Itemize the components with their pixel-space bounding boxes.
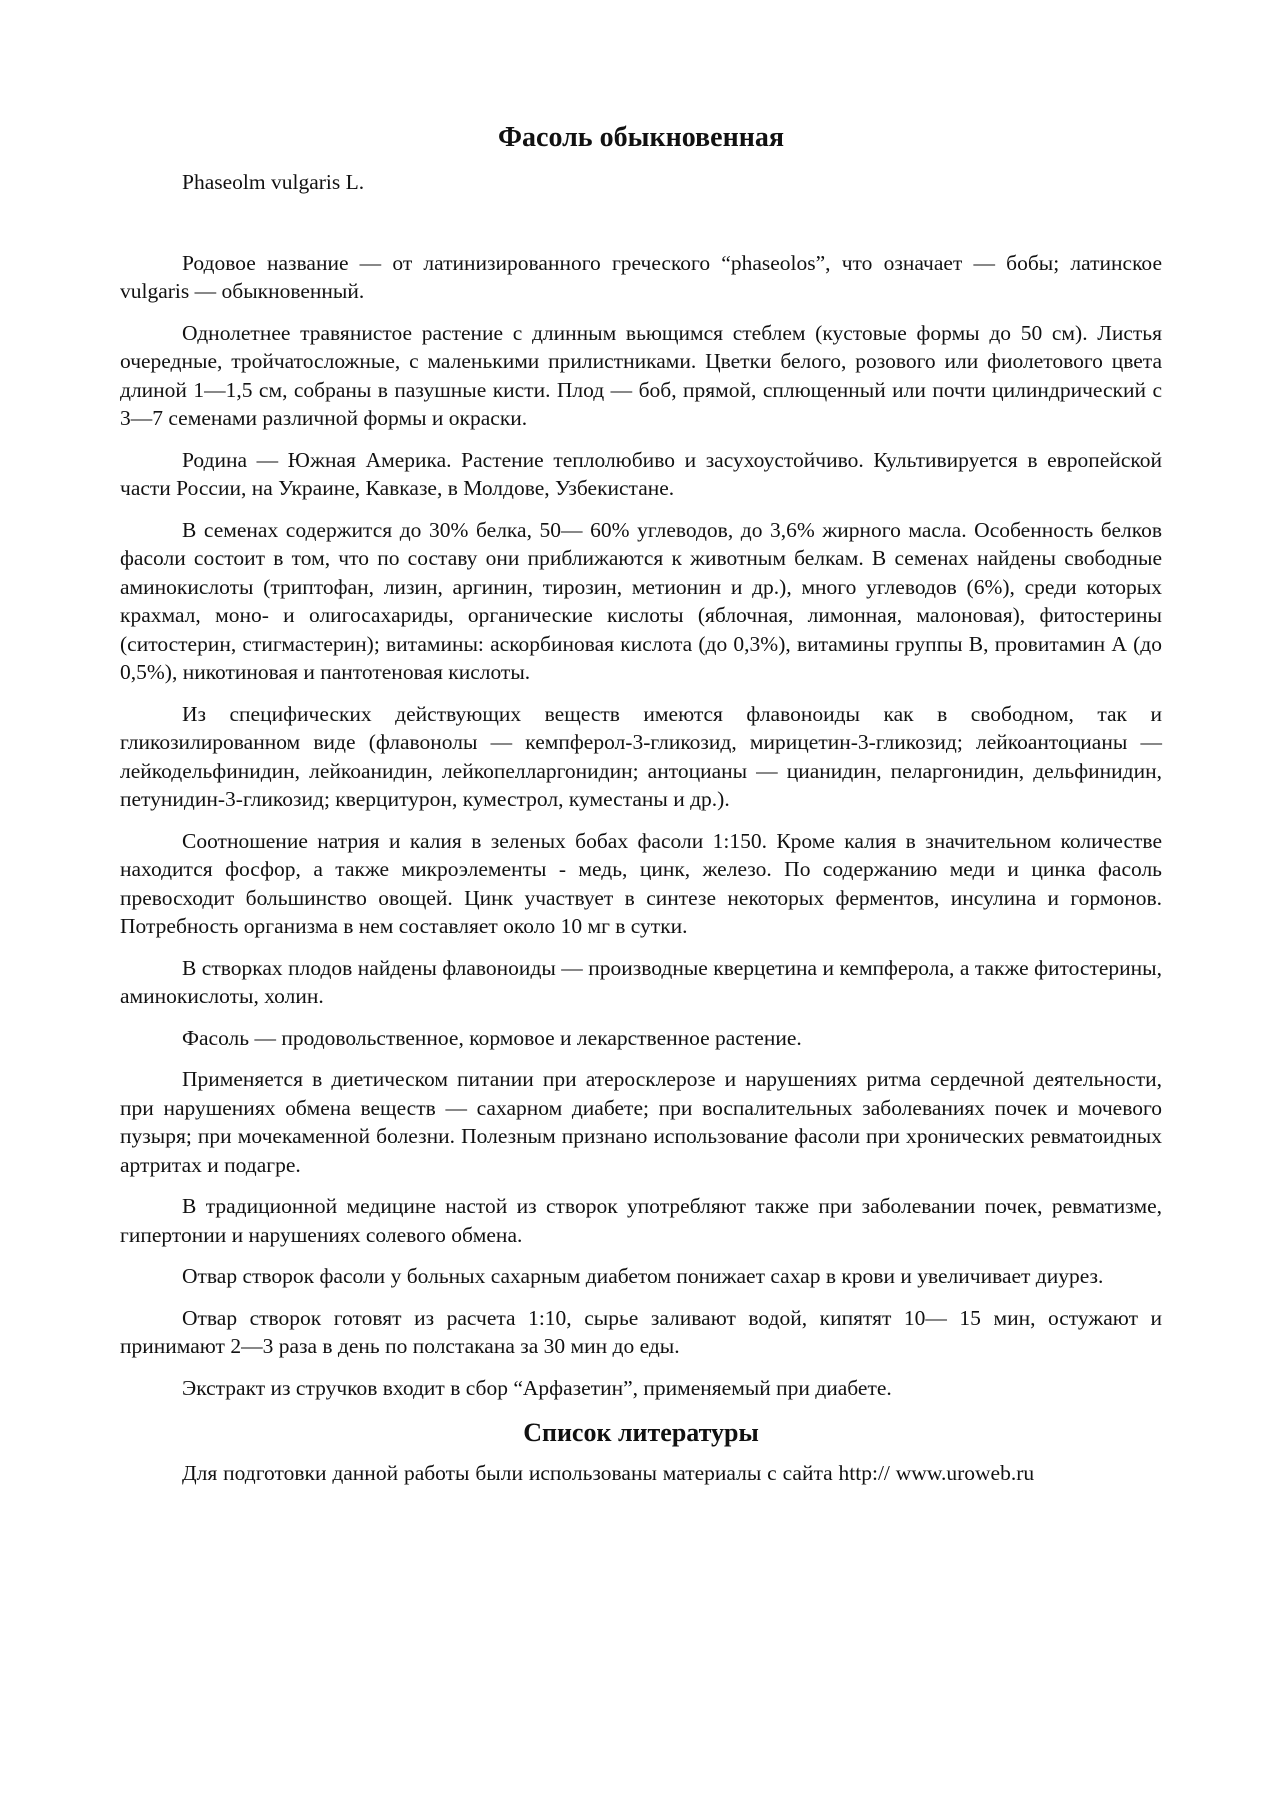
- paragraph-uses: Фасоль — продовольственное, кормовое и лекарственное растение.: [182, 1025, 802, 1050]
- paragraph-homeland: Родина — Южная Америка. Растение теплолюбиво и засухоустойчиво. Культивируется в европейской части России, на Украине, Кавказе, в Молдове, Узбекистане.: [120, 447, 1162, 500]
- paragraph-diabetes: Отвар створок фасоли у больных сахарным диабетом понижает сахар в крови и увеличивает диурез.: [182, 1264, 1104, 1288]
- document-title: Фасоль обыкновенная: [497, 122, 784, 153]
- paragraph-etymology: Родовое название — от латинизированного греческого “phaseolos”, что означает — бобы; латинское vulgaris — обыкновенный.: [120, 250, 1162, 303]
- paragraph-seed-composition: В семенах содержится до 30% белка, 50— 60% углеводов, до 3,6% жирного масла. Особенность белков фасоли состоит в том, что по составу они приближаются к животным белкам. В семенах найдены свободные аминокислоты (триптофан, лизин, аргинин, тирозин, метионин и др.), много углеводов (6%), среди которых крахмал, моно- и олигосахариды, органические кислоты (яблочная, лимонная, малоновая), фитостерины (ситостерин, стигмастерин); витамины: аскорбиновая кислота (до 0,3%), витамины группы В, провитамин А (до 0,5%), никотиновая и пантотеновая кислоты.: [120, 517, 1162, 684]
- paragraph-preparation: Отвар створок готовят из расчета 1:10, сырье заливают водой, кипятят 10— 15 мин, остужают и принимают 2—3 раза в день по полстакана за 30 мин до еды.: [120, 1305, 1162, 1358]
- paragraph-description: Однолетнее травянистое растение с длинным вьющимся стеблем (кустовые формы до 50 см). Листья очередные, тройчатосложные, с маленькими прилистниками. Цветки белого, розового или фиолетового цвета длиной 1—1,5 см, собраны в пазушные кисти. Плод — боб, прямой, сплющенный или почти цилиндрический с 3—7 семенами различной формы и окраски.: [120, 320, 1162, 430]
- paragraph-minerals: Соотношение натрия и калия в зеленых бобах фасоли 1:150. Кроме калия в значительном количестве находится фосфор, а также микроэлементы - медь, цинк, железо. По содержанию меди и цинка фасоль превосходит большинство овощей. Цинк участвует в синтезе некоторых ферментов, инсулина и гормонов. Потребность организма в нем составляет около 10 мг в сутки.: [120, 828, 1162, 938]
- paragraph-pods: В створках плодов найдены флавоноиды — производные кверцетина и кемпферола, а также фитостерины, аминокислоты, холин.: [120, 955, 1162, 1008]
- latin-name: Phaseolm vulgaris L.: [182, 170, 365, 194]
- paragraph-diet: Применяется в диетическом питании при атеросклерозе и нарушениях ритма сердечной деятельности, при нарушениях обмена веществ — сахарном диабете; при воспалительных заболеваниях почек и мочевого пузыря; при мочекаменной болезни. Полезным признано использование фасоли при хронических ревматоидных артритах и подагре.: [120, 1067, 1162, 1177]
- paragraph-traditional-medicine: В традиционной медицине настой из створок употребляют также при заболевании почек, ревматизме, гипертонии и нарушениях солевого обмена.: [120, 1194, 1162, 1247]
- paragraph-flavonoids: Из специфических действующих веществ имеются флавоноиды как в свободном, так и гликозилированном виде (флавонолы — кемпферол-3-гликозид, мирицетин-3-гликозид; лейкоантоцианы — лейкодельфинидин, лейкоанидин, лейкопеллаpгонидин; антоцианы — цианидин, пеларгонидин, дельфинидин, петунидин-3-гликозид; кверцитурон, куместрол, куместаны и др.).: [120, 701, 1162, 811]
- references-text: Для подготовки данной работы были использованы материалы с сайта http:// www.uroweb.ru: [182, 1461, 1035, 1485]
- references-heading: Список литературы: [523, 1418, 759, 1447]
- paragraph-extract: Экстракт из стручков входит в сбор “Арфазетин”, применяемый при диабете.: [182, 1375, 892, 1400]
